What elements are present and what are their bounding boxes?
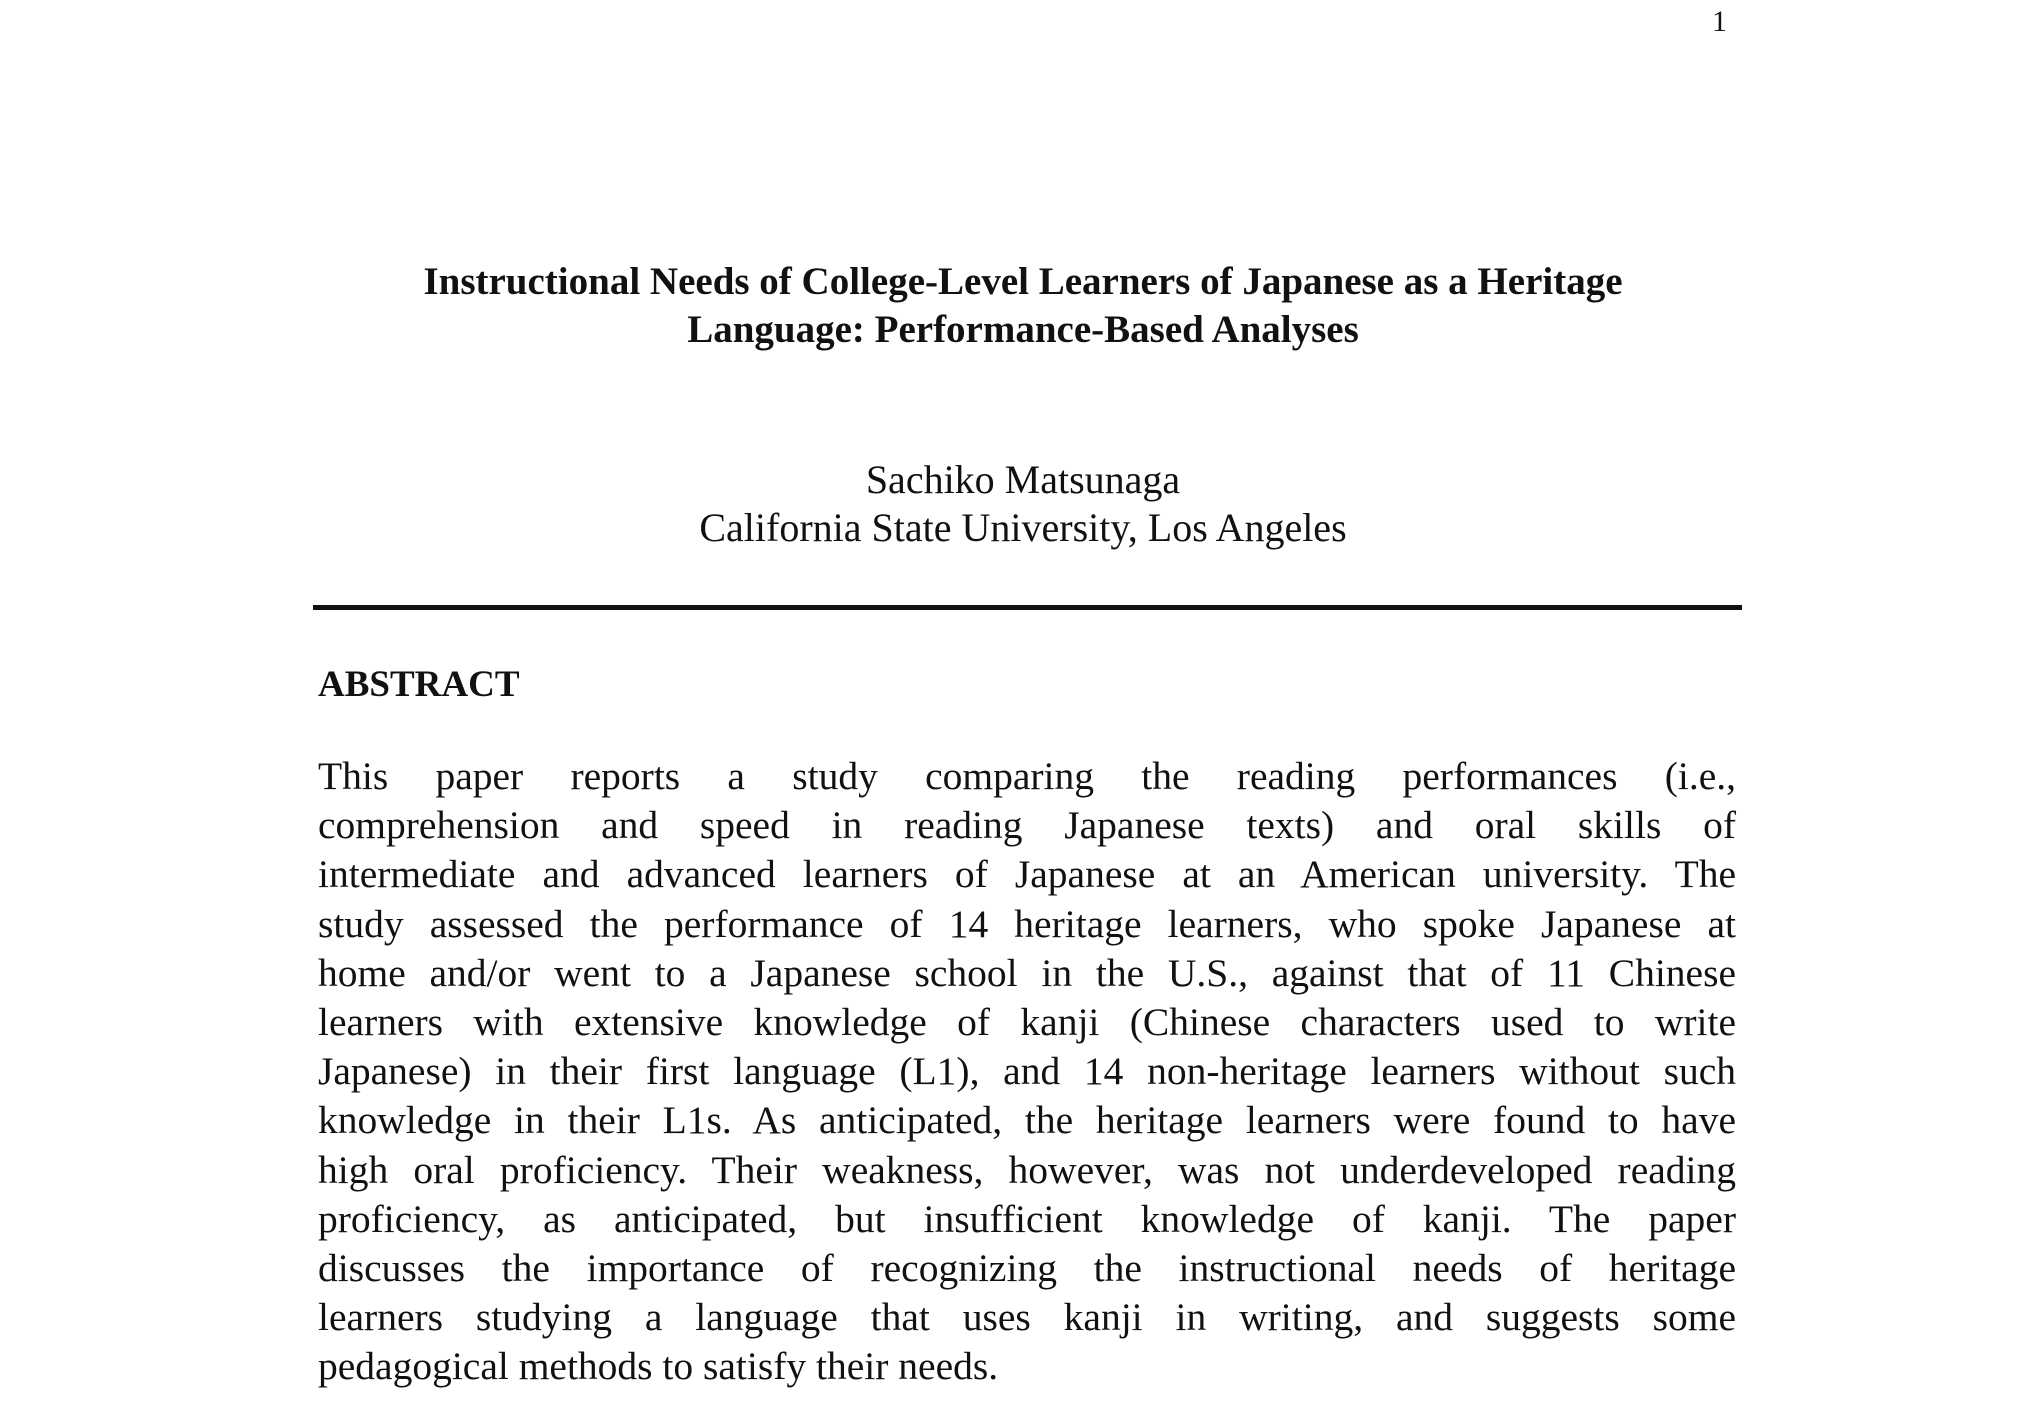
abstract-line: pedagogical methods to satisfy their needs. xyxy=(318,1344,999,1389)
abstract-line: discusses the importance of recognizing the instructional needs of heritage xyxy=(318,1245,1736,1290)
abstract-line: high oral proficiency. Their weakness, however, was not underdeveloped reading xyxy=(318,1147,1736,1192)
abstract-heading: ABSTRACT xyxy=(318,664,520,705)
paper-title-line-2: Language: Performance-Based Analyses xyxy=(687,308,1359,351)
author-name: Sachiko Matsunaga xyxy=(865,457,1181,502)
abstract-line: home and/or went to a Japanese school in the U.S., against that of 11 Chinese xyxy=(318,950,1736,995)
abstract-line: study assessed the performance of 14 heritage learners, who spoke Japanese at xyxy=(318,901,1736,946)
abstract-line: learners with extensive knowledge of kanji (Chinese characters used to write xyxy=(318,999,1736,1044)
abstract-line: Japanese) in their first language (L1), and 14 non-heritage learners without such xyxy=(318,1049,1736,1094)
horizontal-divider xyxy=(313,605,1742,610)
abstract-line: proficiency, as anticipated, but insufficient knowledge of kanji. The paper xyxy=(318,1196,1736,1241)
abstract-line: knowledge in their L1s. As anticipated, the heritage learners were found to have xyxy=(318,1098,1736,1143)
paper-title xyxy=(300,258,1746,354)
abstract-line: comprehension and speed in reading Japanese texts) and oral skills of xyxy=(318,803,1736,848)
abstract-line: This paper reports a study comparing the reading performances (i.e., xyxy=(318,754,1736,798)
abstract-line: learners studying a language that uses kanji in writing, and suggests some xyxy=(318,1295,1736,1340)
author-block xyxy=(300,456,1746,552)
abstract-line: intermediate and advanced learners of Japanese at an American university. The xyxy=(318,852,1736,897)
author-affiliation: California State University, Los Angeles xyxy=(699,505,1347,550)
abstract-body xyxy=(318,752,1736,1391)
paper-title-line-1: Instructional Needs of College-Level Learners of Japanese as a Heritage xyxy=(423,260,1623,303)
page-number: 1 xyxy=(1712,5,1727,38)
